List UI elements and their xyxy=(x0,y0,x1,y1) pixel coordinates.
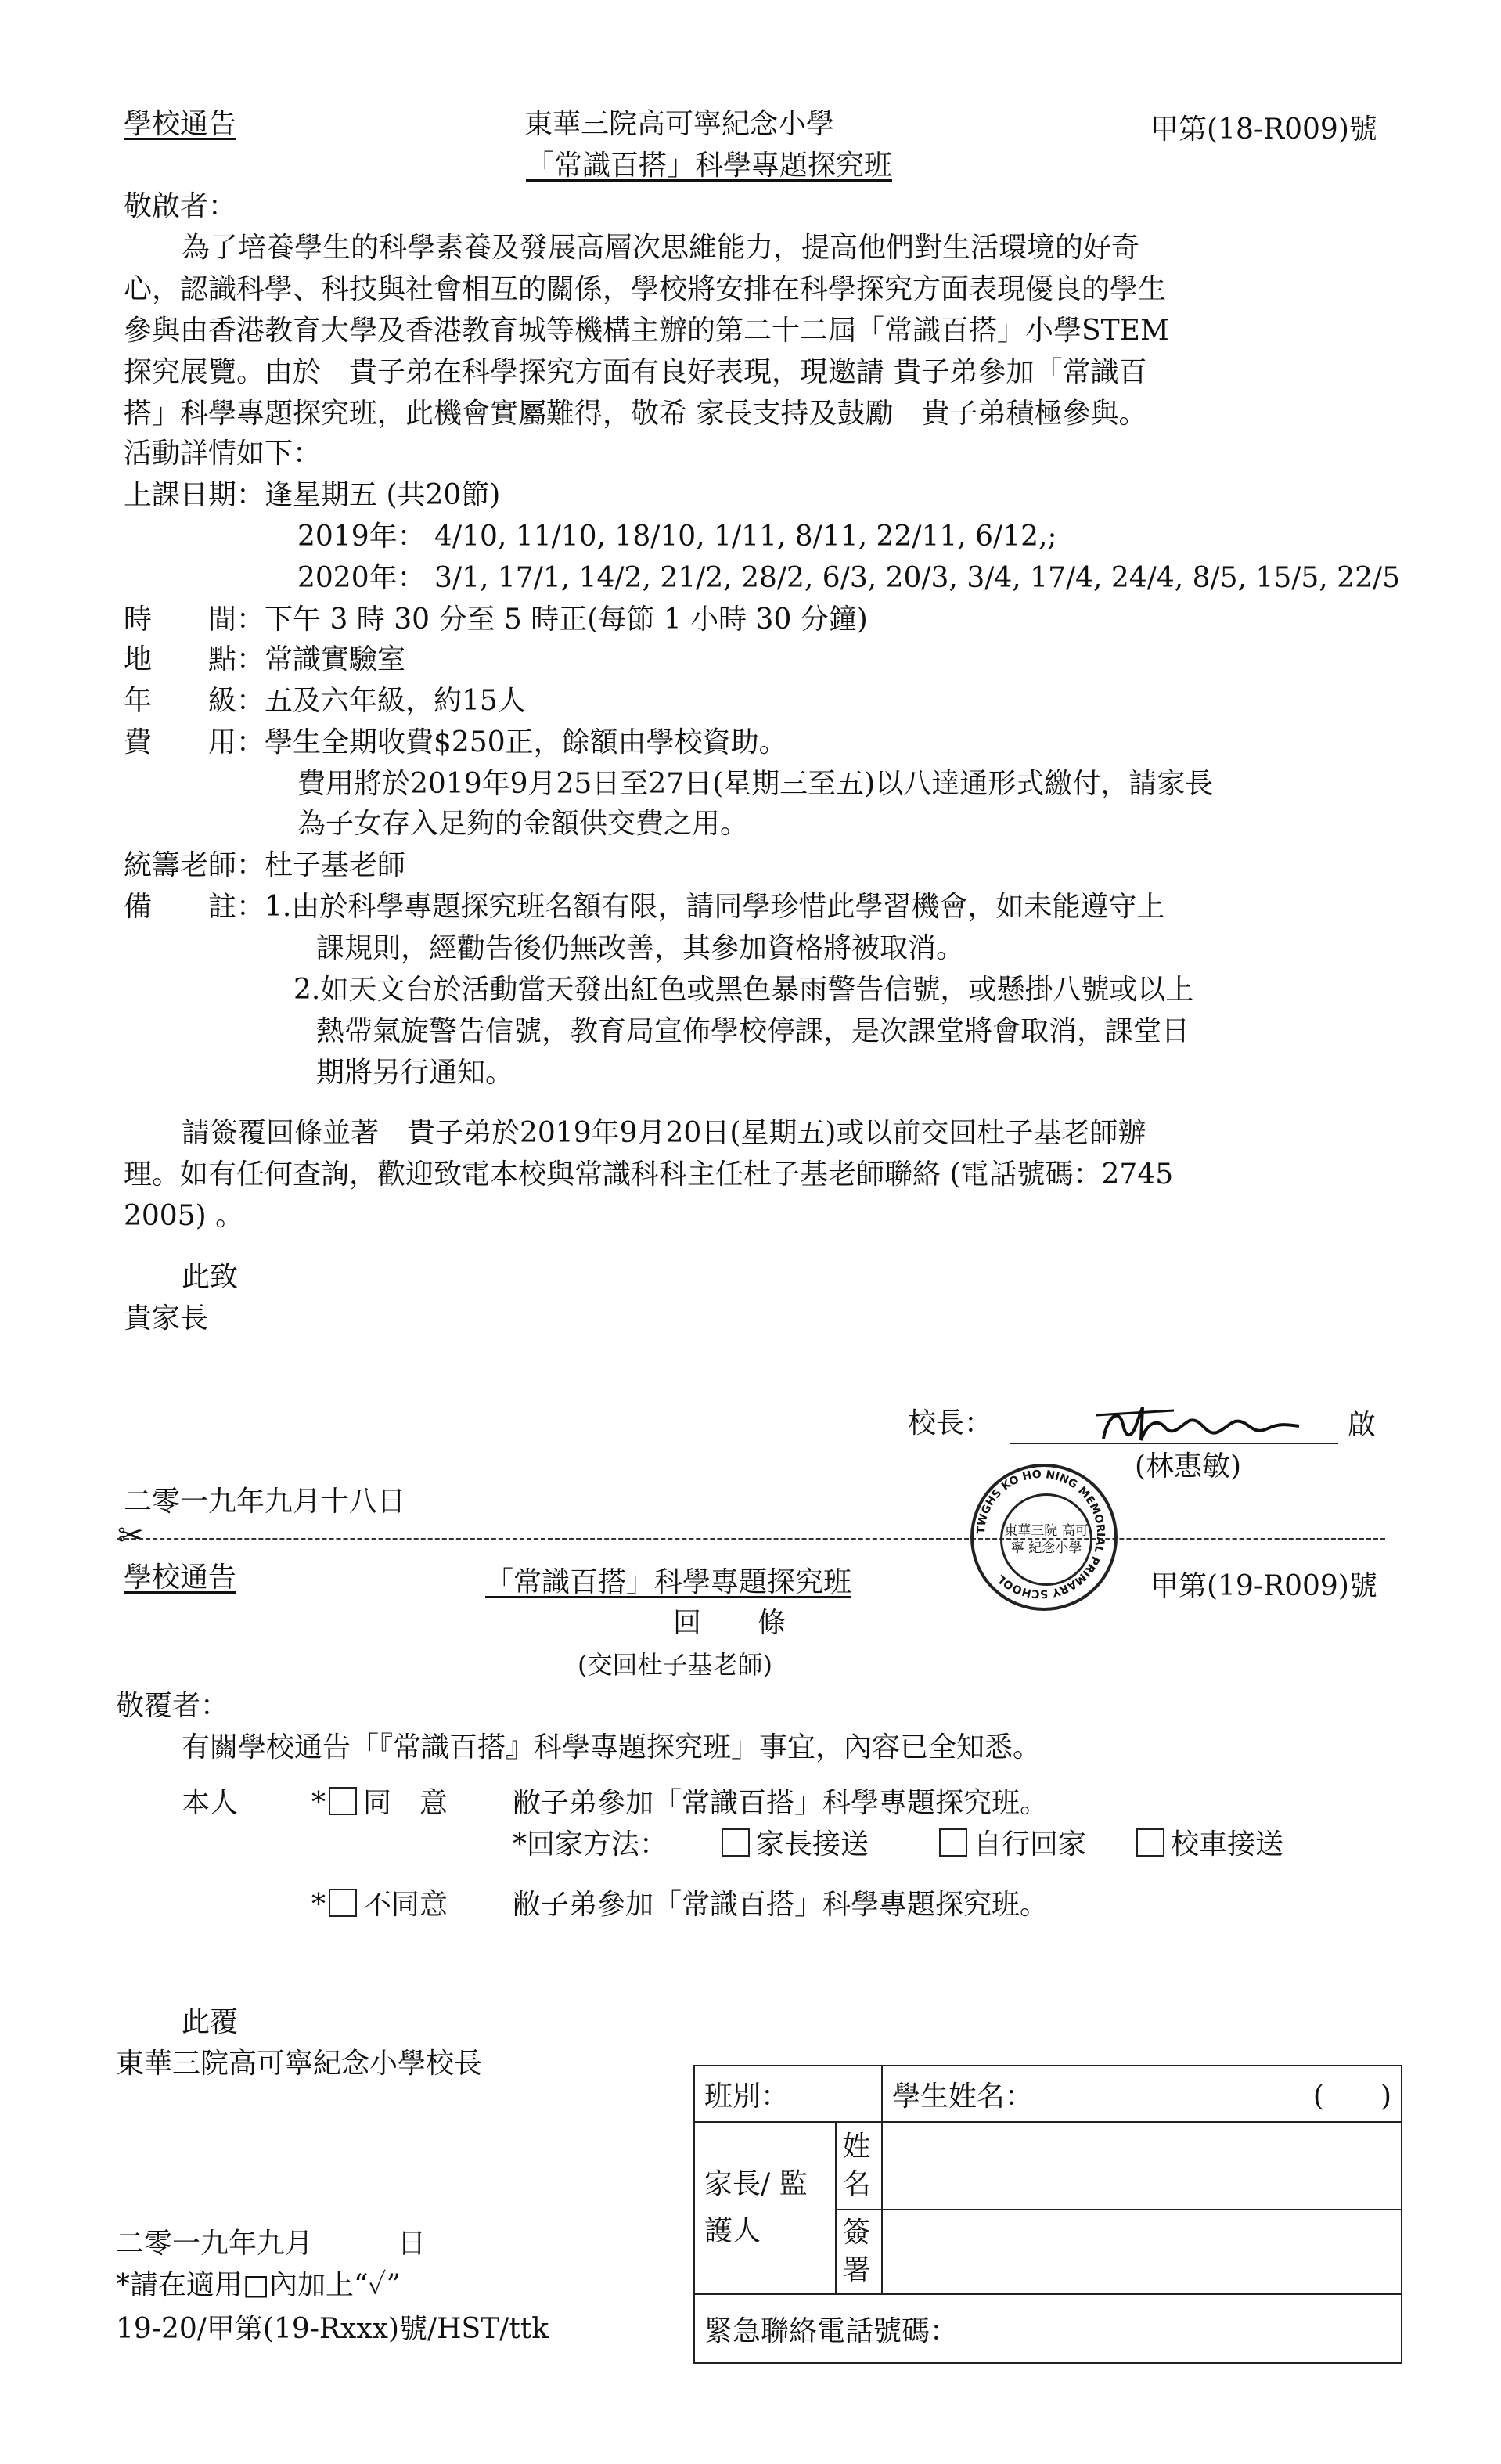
detail-time: 時 間：下午 3 時 30 分至 5 時正(每節 1 小時 30 分鐘) xyxy=(124,603,868,636)
option-self-return[interactable] xyxy=(936,1826,1086,1864)
reply-reference-number: 甲第(19-R009)號 xyxy=(1150,1570,1377,1602)
detail-remark: 2.如天文台於活動當天發出紅色或黑色暴雨警告信號，或懸掛八號或以上 xyxy=(293,974,1194,1006)
principal-signature xyxy=(1017,1393,1346,1456)
closing-line: 請簽覆回條並著 貴子弟於2019年9月20日(星期五)或以前交回杜子基老師辦 xyxy=(182,1117,1146,1149)
paragraph-line: 活動詳情如下： xyxy=(124,438,322,470)
parent-label: 家長/ 監護人 xyxy=(704,2168,808,2247)
detail-remark: 課規則，經勸告後仍無改善，其參加資格將被取消。 xyxy=(316,932,965,964)
name-label: 姓名 xyxy=(842,2131,871,2200)
principal-name: (林惠敏) xyxy=(1135,1450,1242,1482)
reference-number: 甲第(18-R009)號 xyxy=(1150,113,1377,146)
recipient: 貴家長 xyxy=(124,1302,209,1335)
reply-salutation: 敬覆者： xyxy=(116,1690,229,1722)
sign-label-cell xyxy=(836,2210,883,2294)
closing-line: 理。如有任何查詢，歡迎致電本校與常識科科主任杜子基老師聯絡 (電話號碼：2745 xyxy=(124,1158,1174,1191)
option-school-bus[interactable] xyxy=(1133,1826,1283,1864)
cut-line xyxy=(117,1538,1385,1540)
disagree-text: 敝子弟參加「常識百搭」科學專題探究班。 xyxy=(513,1889,1049,1921)
detail-location: 地 點：常識實驗室 xyxy=(124,643,406,675)
student-info-form xyxy=(693,2065,1402,2364)
agree-label: 同 意 xyxy=(363,1787,448,1819)
stamp-inner xyxy=(1000,1493,1092,1586)
detail-remark: 熱帶氣旋警告信號，教育局宣佈學校停課，是次課堂將會取消，課堂日 xyxy=(316,1015,1190,1047)
paragraph-line: 心，認識科學、科技與社會相互的關係，學校將安排在科學探究方面表現優良的學生 xyxy=(124,273,1167,305)
checkbox-note: *請在適用□內加上“✓” xyxy=(116,2269,401,2301)
self-label: 本人 xyxy=(182,1787,239,1819)
disagree-star: * xyxy=(311,1889,326,1921)
parent-pickup-label: 家長接送 xyxy=(756,1828,869,1861)
detail-grade: 年 級：五及六年級，約15人 xyxy=(124,685,526,717)
agree-option[interactable] xyxy=(311,1785,448,1822)
notice-type: 學校通告 xyxy=(124,108,237,140)
disagree-option[interactable] xyxy=(311,1886,448,1924)
scissors-icon: ✂ xyxy=(117,1518,144,1554)
paragraph-line: 參與由香港教育大學及香港教育城等機構主辦的第二十二屆「常識百搭」小學STEM xyxy=(124,315,1169,347)
agree-text: 敝子弟參加「常識百搭」科學專題探究班。 xyxy=(513,1787,1049,1819)
disagree-checkbox[interactable] xyxy=(329,1889,357,1917)
agree-checkbox[interactable] xyxy=(329,1787,357,1815)
detail-fee-payment: 為子女存入足夠的金額供交費之用。 xyxy=(297,808,749,840)
stamp-inner-text: 東華三院 高可寧 紀念小學 xyxy=(1004,1523,1089,1556)
class-title: 「常識百搭」科學專題探究班 xyxy=(526,149,893,182)
parent-pickup-checkbox[interactable] xyxy=(722,1828,750,1857)
paragraph-line: 搭」科學專題探究班，此機會實屬難得，敬希 家長支持及鼓勵 貴子弟積極參與。 xyxy=(124,398,1147,430)
parent-name-field[interactable] xyxy=(882,2122,1402,2210)
self-return-checkbox[interactable] xyxy=(939,1828,967,1857)
paragraph-line: 探究展覽。由於 貴子弟在科學探究方面有良好表現，現邀請 貴子弟參加「常識百 xyxy=(124,356,1147,388)
footer-reference: 19-20/甲第(19-Rxxx)號/HST/ttk xyxy=(116,2313,549,2345)
student-name-cell[interactable] xyxy=(882,2066,1402,2122)
reply-principal-title: 東華三院高可寧紀念小學校長 xyxy=(116,2048,483,2080)
name-label-cell xyxy=(836,2122,883,2210)
closing-line: 2005) 。 xyxy=(124,1200,244,1232)
detail-teacher: 統籌老師：杜子基老師 xyxy=(124,849,406,881)
option-parent-pickup[interactable] xyxy=(718,1826,869,1864)
agree-star: * xyxy=(311,1787,326,1819)
school-bus-label: 校車接送 xyxy=(1171,1828,1284,1861)
principal-label: 校長： xyxy=(908,1407,993,1439)
class-number-bracket: ( ) xyxy=(1312,2080,1391,2113)
self-return-label: 自行回家 xyxy=(974,1828,1087,1861)
reply-title: 回 條 xyxy=(673,1607,786,1639)
school-bus-checkbox[interactable] xyxy=(1136,1828,1164,1857)
detail-remark: 期將另行通知。 xyxy=(316,1057,514,1089)
disagree-label: 不同意 xyxy=(363,1889,448,1921)
detail-remark: 備 註：1.由於科學專題探究班名額有限，請同學珍惜此學習機會，如未能遵守上 xyxy=(124,891,1165,923)
sign-label: 簽署 xyxy=(842,2217,871,2286)
ci-fu: 此覆 xyxy=(182,2006,239,2038)
school-stamp xyxy=(970,1464,1118,1611)
student-name-label: 學生姓名： xyxy=(892,2080,1034,2113)
phone-label: 緊急聯絡電話號碼： xyxy=(704,2315,959,2347)
detail-schedule: 上課日期：逢星期五 (共20節) xyxy=(124,479,501,511)
ci-zhi: 此致 xyxy=(182,1261,239,1293)
return-method-label: *回家方法： xyxy=(513,1828,668,1861)
detail-fee: 費 用：學生全期收費$250正，餘額由學校資助。 xyxy=(124,726,787,758)
reply-acknowledgement: 有關學校通告「『常識百搭』科學專題探究班」事宜，內容已全知悉。 xyxy=(182,1731,1042,1763)
salutation: 敬啟者： xyxy=(124,190,237,222)
reply-subtitle: (交回杜子基老師) xyxy=(578,1650,772,1680)
phone-cell[interactable] xyxy=(694,2294,1402,2363)
reply-class-title: 「常識百搭」科學專題探究班 xyxy=(485,1566,852,1598)
detail-fee-payment: 費用將於2019年9月25日至27日(星期三至五)以八達通形式繳付，請家長 xyxy=(297,768,1214,800)
detail-dates-2019: 2019年： 4/10, 11/10, 18/10, 1/11, 8/11, 22/11, 6/12,; xyxy=(297,521,1057,553)
paragraph-line: 為了培養學生的科學素養及發展高層次思維能力，提高他們對生活環境的好奇 xyxy=(182,232,1140,264)
school-name: 東華三院高可寧紀念小學 xyxy=(524,108,835,140)
class-label: 班別： xyxy=(704,2080,790,2113)
class-cell[interactable] xyxy=(694,2066,882,2122)
reply-date: 二零一九年九月 日 xyxy=(116,2228,427,2260)
qi: 啟 xyxy=(1348,1409,1377,1441)
detail-dates-2020: 2020年： 3/1, 17/1, 14/2, 21/2, 28/2, 6/3, 20/3, 3/4, 17/4, 24/4, 8/5, 15/5, 22/5 xyxy=(297,562,1401,594)
parent-signature-field[interactable] xyxy=(882,2210,1402,2294)
stamp-outer-text: TWGHS KO HO NING MEMORIAL PRIMARY SCHOOL xyxy=(974,1468,1107,1601)
reply-notice-type: 學校通告 xyxy=(124,1562,237,1594)
notice-date: 二零一九年九月十八日 xyxy=(124,1486,406,1518)
parent-label-cell xyxy=(694,2122,836,2294)
